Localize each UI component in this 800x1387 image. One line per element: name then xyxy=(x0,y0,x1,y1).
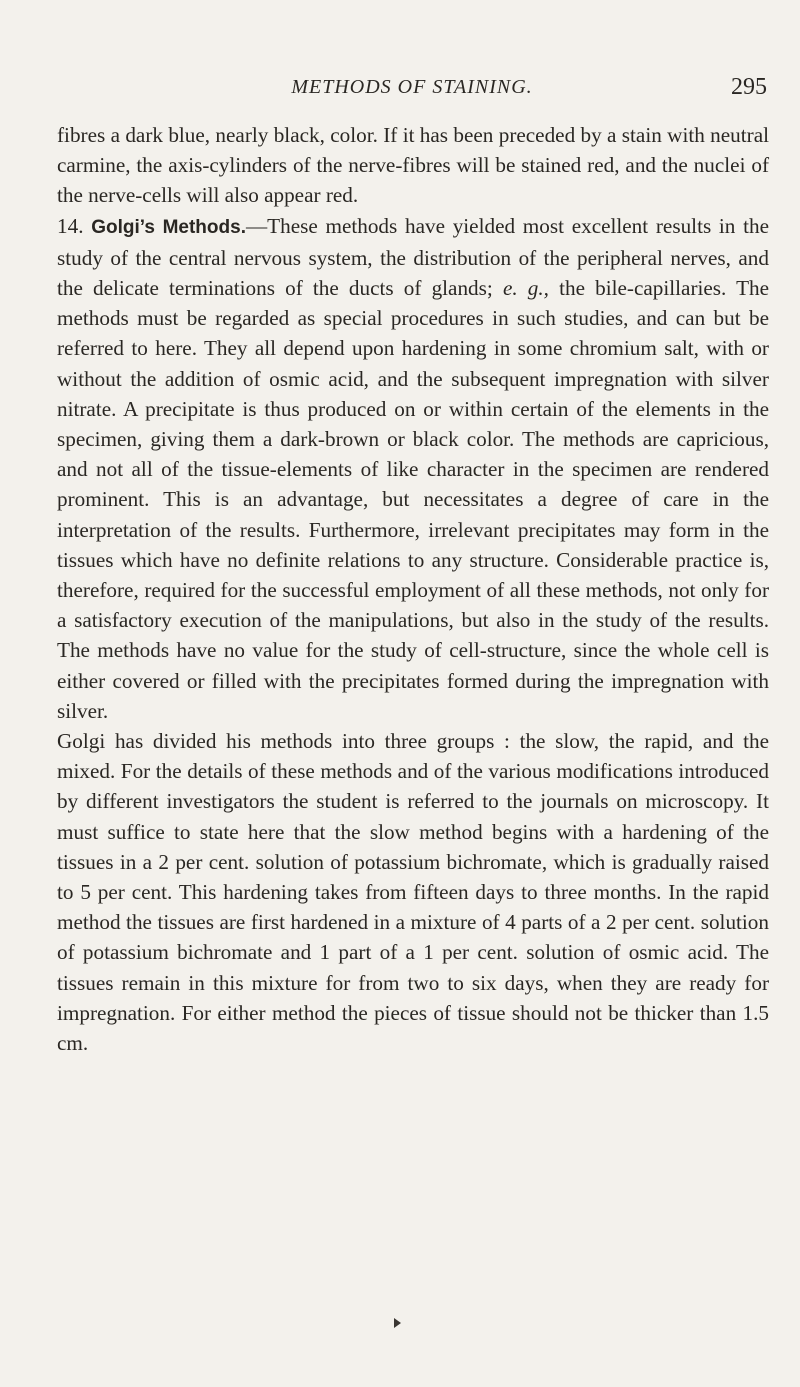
running-head xyxy=(57,76,767,106)
running-title: METHODS OF STAINING. xyxy=(291,76,533,98)
arrow-mark-icon xyxy=(394,1318,401,1328)
page-number: 295 xyxy=(731,74,767,100)
paragraph-text-b: the bile-capillaries. The methods must be regarded as special procedures in such studies, and can but be referred to here. They all depend upon hardening in some chromium salt, with or without the addition of osmic acid, and the subsequent impregnation with silver nitrate. A precipitate is thus produced on or within certain of the elements in the specimen, giving them a dark-brown or black color. The methods are capricious, and not all of the tissue-elements of like character in the specimen are rendered prominent. This is an advantage, but necessitates a degree of care in the interpretation of the results. Furthermore, irrelevant precipitates may form in the tissues which have no definite relations to any structure. Considerable practice is, therefore, required for the successful employment of all these methods, not only for a satisfactory execution of the manipulations, but also in the study of the results. The methods have no value for the study of cell-structure, since the whole cell is either covered or filled with the precipitates formed during the impregnation with silver. xyxy=(57,276,770,723)
paragraph-golgi-methods xyxy=(57,211,769,726)
body-text xyxy=(57,120,769,1058)
section-number: 14. xyxy=(57,213,84,238)
section-title: Golgi’s Methods. xyxy=(91,216,246,238)
paragraph-text-a: —These methods have yielded most excellent results in the study of the central nervous system, the distribution of the peripheral nerves, and the delicate terminations of the ducts of glands; xyxy=(57,213,769,301)
paragraph-continuation: fibres a dark blue, nearly black, color. If it has been preceded by a stain with neutral carmine, the axis-cylinders of the nerve-fibres will be stained red, and the nuclei of the nerve-cells will also appear red. xyxy=(57,123,769,208)
paragraph-golgi-groups: Golgi has divided his methods into three groups : the slow, the rapid, and the mixed. For the details of these methods and of the various modifications introduced by different investigators the student is referred to the journals on microscopy. It must suffice to state here that the slow method begins with a hardening of the tissues in a 2 per cent. solution of potassium bichromate, which is gradually raised to 5 per cent. This hardening takes from fifteen days to three months. In the rapid method the tissues are first hardened in a mixture of 4 parts of a 2 per cent. solution of potassium bichromate and 1 part of a 1 per cent. solution of osmic acid. The tissues remain in this mixture for from two to six days, when they are ready for impregnation. For either method the pieces of tissue should not be thicker than 1.5 cm. xyxy=(57,729,769,1056)
abbreviation-eg: e. g., xyxy=(502,276,549,301)
